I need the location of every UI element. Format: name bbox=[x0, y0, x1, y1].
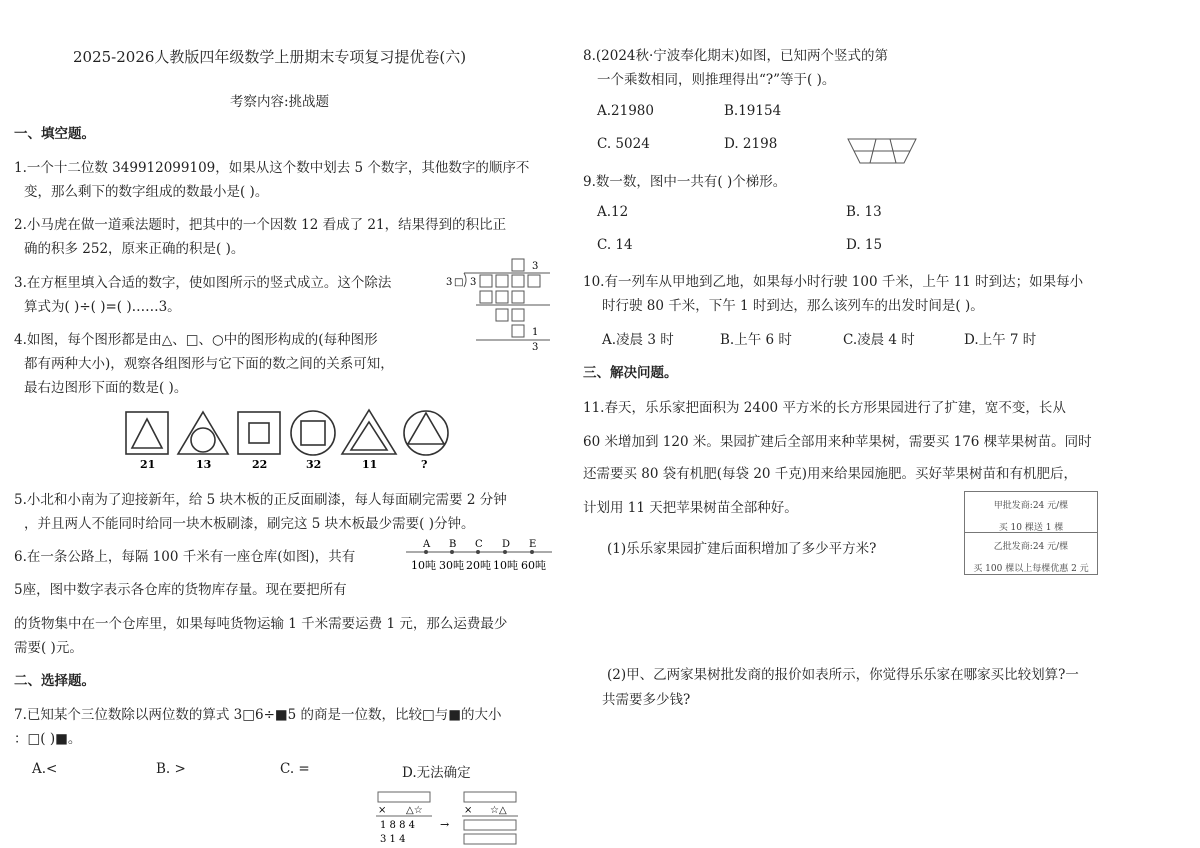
q3-division-figure bbox=[446, 256, 556, 352]
q9-option-c[interactable]: C. 14 bbox=[597, 237, 633, 253]
q3-remainder-3: 3 bbox=[532, 342, 539, 352]
q6-warehouse-figure bbox=[404, 536, 554, 576]
svg-text:□: □ bbox=[454, 277, 464, 288]
q8-line1: 8.(2024秋·宁波奉化期末)如图，已知两个竖式的第 bbox=[583, 48, 889, 64]
q6-line4: 需要( )元。 bbox=[14, 640, 83, 656]
q6-ton-b: 30吨 bbox=[439, 559, 464, 572]
q4-line2: 都有两种大小)，观察各组图形与它下面的数之间的关系可知， bbox=[24, 356, 394, 372]
q8-times-right: × bbox=[464, 805, 473, 816]
q10-option-b[interactable]: B.上午 6 时 bbox=[720, 332, 792, 348]
q1-line2: 变，那么剩下的数字组成的数最小是( )。 bbox=[24, 184, 269, 200]
q4-value-1: 21 bbox=[140, 458, 156, 471]
q4-shapes-figure bbox=[118, 406, 458, 472]
q11-part1: (1)乐乐家果园扩建后面积增加了多少平方米? bbox=[607, 541, 877, 557]
q6-letter-d: D bbox=[502, 539, 511, 550]
q10-option-d[interactable]: D.上午 7 时 bbox=[964, 332, 1037, 348]
q10-option-c[interactable]: C.凌晨 4 时 bbox=[843, 332, 915, 348]
q4-value-3: 22 bbox=[252, 458, 268, 471]
q9-option-a[interactable]: A.12 bbox=[597, 204, 629, 220]
q6-ton-e: 60吨 bbox=[521, 559, 546, 572]
q8-option-b[interactable]: B.19154 bbox=[724, 103, 782, 119]
q10-option-a[interactable]: A.凌晨 3 时 bbox=[602, 332, 674, 348]
q11-part2-line2: 共需要多少钱? bbox=[602, 692, 691, 708]
q9-trapezoid-figure bbox=[846, 136, 920, 166]
q11-table-b1: 乙批发商:24 元/棵 bbox=[993, 542, 1069, 552]
q8-row-2: 3 1 4 bbox=[380, 834, 406, 845]
q8-option-c[interactable]: C. 5024 bbox=[597, 136, 650, 152]
q11-table-a2: 买 10 棵送 1 棵 bbox=[998, 523, 1064, 533]
section-heading-solve: 三、解决问题。 bbox=[583, 365, 678, 381]
q7-option-d[interactable]: D.无法确定 bbox=[402, 765, 471, 781]
q7-line1: 7.已知某个三位数除以两位数的算式 3□6÷■5 的商是一位数，比较□与■的大小 bbox=[14, 707, 502, 723]
q6-line3: 的货物集中在一个仓库里，如果每吨货物运输 1 千米需要运费 1 元，那么运费最少 bbox=[14, 616, 508, 632]
q3-sub-1: 1 bbox=[532, 327, 539, 338]
q8-times-left: × bbox=[378, 805, 387, 816]
q8-line2: 一个乘数相同，则推理得出“?”等于( )。 bbox=[597, 72, 836, 88]
q1-line1: 1.一个十二位数 349912099109，如果从这个数中划去 5 个数字，其他数字的顺序不 bbox=[14, 160, 530, 176]
q10-line2: 时行驶 80 千米，下午 1 时到达，那么该列车的出发时间是( )。 bbox=[602, 298, 984, 314]
q11-table-b2: 买 100 棵以上每棵优惠 2 元 bbox=[973, 564, 1089, 574]
q6-line1: 6.在一条公路上，每隔 100 千米有一座仓库(如图)，共有 bbox=[14, 549, 356, 565]
q3-divisor-3: 3 bbox=[446, 277, 453, 288]
q4-line1: 4.如图，每个图形都是由△、□、○中的图形构成的(每种图形 bbox=[14, 332, 378, 348]
q8-option-d[interactable]: D. 2198 bbox=[724, 136, 778, 152]
page-title: 2025-2026人教版四年级数学上册期末专项复习提优卷(六) bbox=[73, 48, 467, 66]
q5-line1: 5.小北和小南为了迎接新年，给 5 块木板的正反面刷漆，每人每面刷完需要 2 分钟 bbox=[14, 492, 507, 508]
section-heading-choice: 二、选择题。 bbox=[14, 673, 95, 689]
q11-table-a1: 甲批发商:24 元/棵 bbox=[993, 501, 1069, 511]
q6-ton-a: 10吨 bbox=[411, 559, 436, 572]
q9-option-d[interactable]: D. 15 bbox=[846, 237, 883, 253]
q11-part2-line1: (2)甲、乙两家果树批发商的报价如表所示，你觉得乐乐家在哪家买比较划算?一 bbox=[607, 667, 1079, 683]
q3-quotient-3: 3 bbox=[532, 261, 539, 272]
q4-shape-3 bbox=[238, 412, 280, 454]
q8-row-1: 1 8 8 4 bbox=[380, 820, 415, 831]
q4-value-2: 13 bbox=[196, 458, 212, 471]
q9-option-b[interactable]: B. 13 bbox=[846, 204, 882, 220]
q7-line2: ：□( )■。 bbox=[14, 731, 82, 747]
q10-line1: 10.有一列车从甲地到乙地，如果每小时行驶 100 千米，上午 11 时到达；如果每小 bbox=[583, 274, 1084, 290]
q6-line2: 5座，图中数字表示各仓库的货物库存量。现在要把所有 bbox=[14, 582, 347, 598]
q6-ton-d: 10吨 bbox=[493, 559, 518, 572]
q8-option-a[interactable]: A.21980 bbox=[597, 103, 654, 119]
q4-value-4: 32 bbox=[306, 458, 322, 471]
q4-shape-4 bbox=[291, 411, 335, 455]
q7-option-c[interactable]: C. = bbox=[280, 761, 310, 777]
q11-line4: 计划用 11 天把苹果树苗全部种好。 bbox=[583, 500, 798, 516]
q2-line1: 2.小马虎在做一道乘法题时，把其中的一个因数 12 看成了 21，结果得到的积比正 bbox=[14, 217, 507, 233]
page-subtitle: 考察内容:挑战题 bbox=[230, 94, 330, 110]
q4-shape-2 bbox=[178, 412, 228, 454]
q6-letter-b: B bbox=[449, 539, 457, 550]
q3-line2: 算式为( )÷( )=( )……3。 bbox=[24, 299, 181, 315]
q9-line1: 9.数一数，图中一共有( )个梯形。 bbox=[583, 174, 787, 190]
q4-shape-6 bbox=[404, 411, 448, 455]
q7-option-a[interactable]: A.< bbox=[32, 761, 58, 777]
q7-option-b[interactable]: B. > bbox=[156, 761, 186, 777]
q4-line3: 最右边图形下面的数是( )。 bbox=[24, 380, 188, 396]
q6-letter-a: A bbox=[423, 539, 431, 550]
q3-line1: 3.在方框里填入合适的数字，使如图所示的竖式成立。这个除法 bbox=[14, 275, 392, 291]
q8-symbols-right: ☆△ bbox=[490, 805, 507, 816]
q4-value-6: ? bbox=[421, 458, 428, 471]
q6-ton-c: 20吨 bbox=[466, 559, 491, 572]
q11-line3: 还需要买 80 袋有机肥(每袋 20 千克)用来给果园施肥。买好苹果树苗和有机肥后， bbox=[583, 466, 1078, 482]
q4-shape-5 bbox=[342, 410, 396, 454]
q6-letter-e: E bbox=[529, 539, 537, 550]
q4-value-5: 11 bbox=[362, 458, 378, 471]
q5-line2: ，并且两人不能同时给同一块木板刷漆，刷完这 5 块木板最少需要( )分钟。 bbox=[24, 516, 475, 532]
q11-line2: 60 米增加到 120 米。果园扩建后全部用来种苹果树，需要买 176 棵苹果树苗。同时 bbox=[583, 434, 1092, 450]
q11-line1: 11.春天，乐乐家把面积为 2400 平方米的长方形果园进行了扩建，宽不变，长从 bbox=[583, 400, 1066, 416]
q8-symbols-left: △☆ bbox=[406, 805, 423, 816]
q6-letter-c: C bbox=[475, 539, 483, 550]
q11-price-table bbox=[964, 491, 1098, 575]
q8-arrow: → bbox=[440, 818, 450, 831]
q8-multiplication-figure bbox=[372, 790, 522, 848]
q3-dividend-3: 3 bbox=[470, 277, 477, 288]
q2-line2: 确的积多 252，原来正确的积是( )。 bbox=[24, 241, 245, 257]
section-heading-fill: 一、填空题。 bbox=[14, 126, 95, 142]
